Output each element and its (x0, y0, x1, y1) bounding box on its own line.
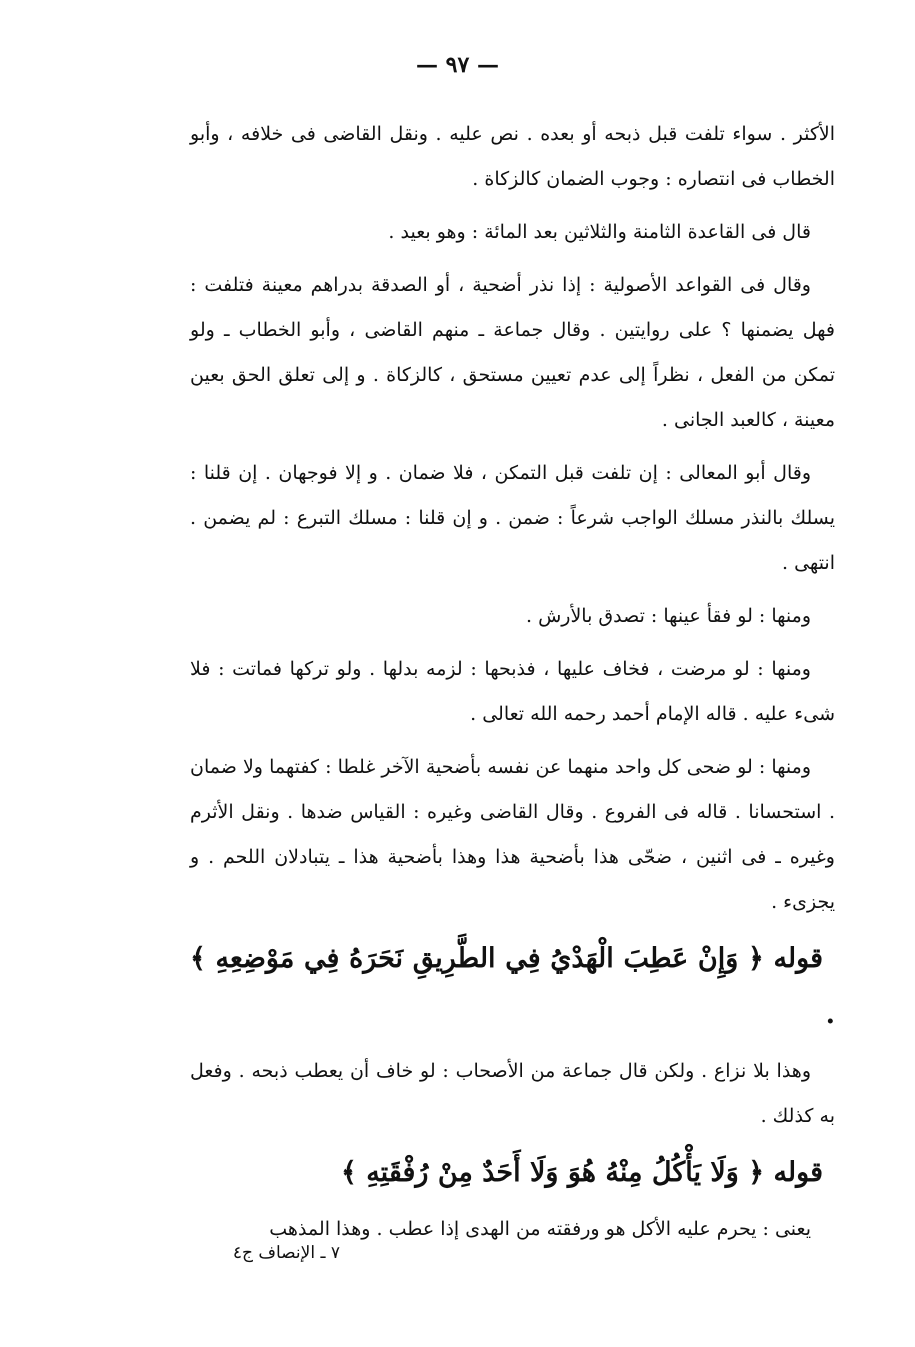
verse-heading-1 (190, 931, 835, 1043)
paragraph-8: وهذا بلا نزاع . ولكن قال جماعة من الأصحاب : لو خاف أن يعطب ذبحه . وفعل به كذلك . (190, 1060, 835, 1127)
paragraph-5: ومنها : لو فقأ عينها : تصدق بالأرش . (526, 605, 811, 627)
footer-signature: ٧ ـ الإنصاف ج٤ (232, 1243, 340, 1263)
paragraph-4: وقال أبو المعالى : إن تلفت قبل التمكن ، فلا ضمان . و إلا فوجهان . إن قلنا : يسلك بالنذر مسلك الواجب شرعاً : ضمن . و إن قلنا : مسلك التبرع : لم يضمن . انتهى . (190, 462, 835, 574)
page-body (190, 112, 835, 1252)
verse-text: ﴿ وَلَا يَأْكُلُ مِنْهُ هُوَ وَلَا أَحَدٌ مِنْ رُفْقَتِهِ ﴾ (340, 1157, 765, 1188)
verse-keyword: قوله (773, 943, 823, 974)
paragraph-6: ومنها : لو مرضت ، فخاف عليها ، فذبحها : لزمه بدلها . ولو تركها فماتت : فلا شىء عليه . قاله الإمام أحمد رحمه الله تعالى . (190, 658, 835, 725)
paragraph-7: ومنها : لو ضحى كل واحد منهما عن نفسه بأضحية الآخر غلطا : كفتهما ولا ضمان . استحسانا . قاله فى الفروع . وقال القاضى وغيره : القياس ضدها . ونقل الأثرم وغيره ـ فى اثنين ، ضحّى هذا بأضحية هذا وهذا بأضحية هذا ـ يتبادلان اللحم . و يجزىء . (190, 756, 835, 913)
paragraph-2: قال فى القاعدة الثامنة والثلاثين بعد المائة : وهو بعيد . (388, 221, 811, 243)
paragraph-1: الأكثر . سواء تلفت قبل ذبحه أو بعده . نص عليه . ونقل القاضى فى خلافه ، وأبو الخطاب فى انتصاره : وجوب الضمان كالزكاة . (190, 123, 835, 190)
verse-heading-2 (190, 1145, 835, 1201)
paragraph-9: يعنى : يحرم عليه الأكل هو ورفقته من الهدى إذا عطب . وهذا المذهب (269, 1218, 811, 1240)
verse-text: ﴿ وَإِنْ عَطِبَ الْهَدْيُ فِي الطَّرِيقِ نَحَرَهُ فِي مَوْضِعِهِ ﴾ . (190, 943, 835, 1030)
page-number: — ٩٧ — (416, 52, 499, 78)
verse-keyword: قوله (773, 1157, 823, 1188)
paragraph-3: وقال فى القواعد الأصولية : إذا نذر أضحية ، أو الصدقة بدراهم معينة فتلفت : فهل يضمنها ؟ على روايتين . وقال جماعة ـ منهم القاضى ، وأبو الخطاب ـ ولو تمكن من الفعل ، نظراً إلى عدم تعيين مستحق ، كالزكاة . و إلى تعلق الحق بعين معينة ، كالعبد الجانى . (190, 274, 835, 431)
